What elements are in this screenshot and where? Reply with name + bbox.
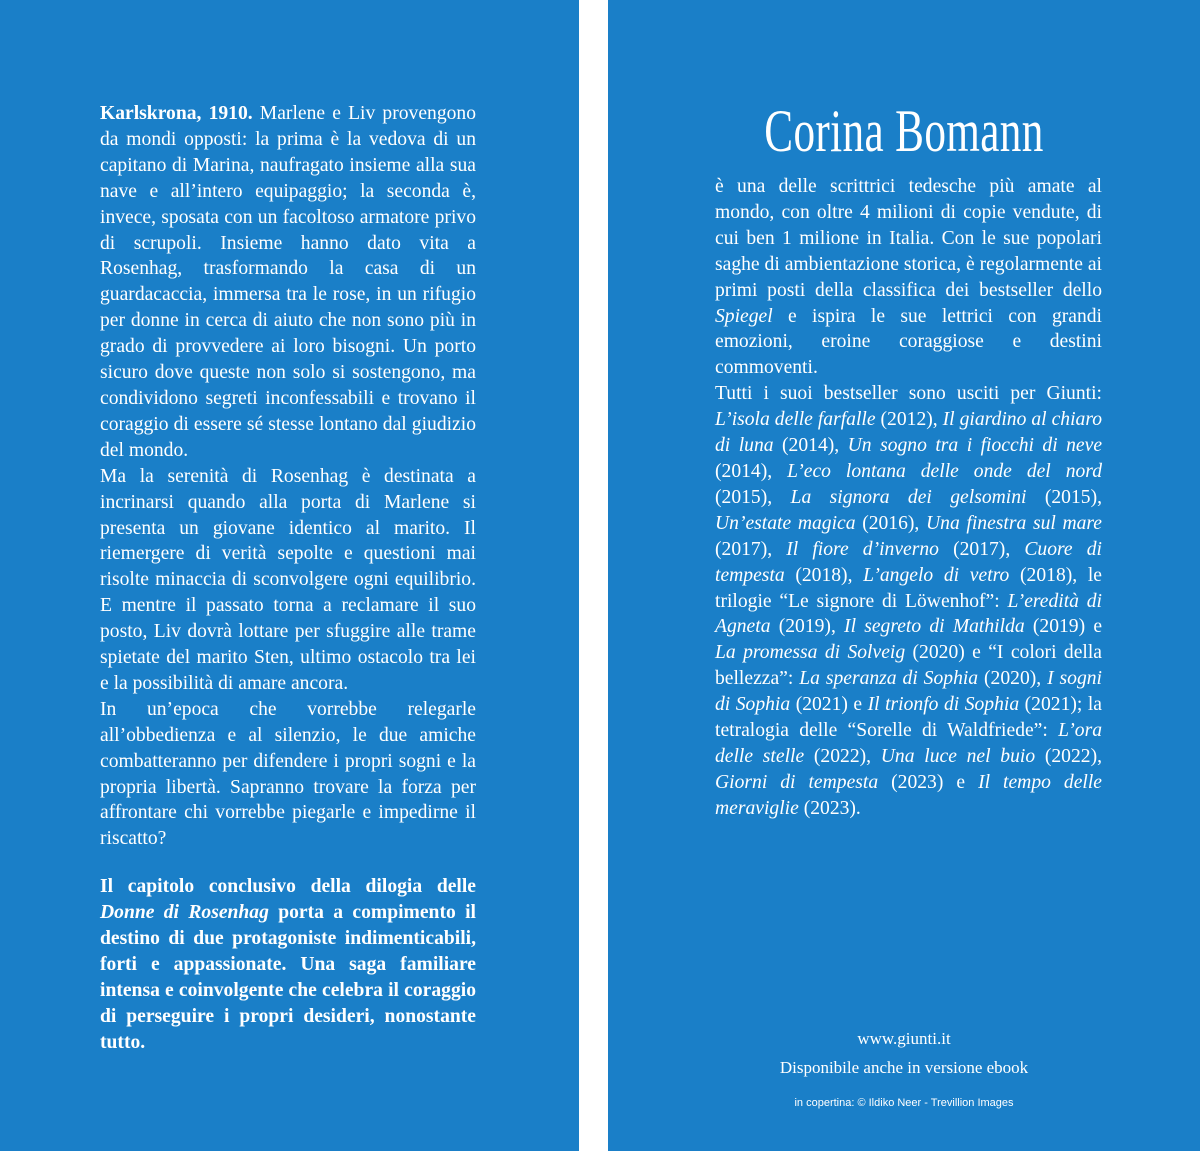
synopsis-paragraph-1 — [100, 101, 476, 464]
synopsis-paragraph-3: In un’epoca che vorrebbe relegarle all’obbedienza e al silenzio, le due amiche combatteranno per difendere i propri sogni e la propria libertà. Sapranno trovare la forza per affrontare chi vorrebbe piegarle e impedirne il riscatto? — [100, 698, 476, 850]
book-title: Spiegel — [715, 305, 773, 327]
synopsis-paragraph-2: Ma la serenità di Rosenhag è destinata a incrinarsi quando alla porta di Marlene si presenta un giovane identico al marito. Il riemergere di verità sepolte e questioni mai risolte minaccia di sconvolgere ogni equilibrio. E mentre il passato torna a reclamare il suo posto, Liv dovrà lottare per sfuggire alle trame spietate del marito Sten, ultimo ostacolo tra lei e la possibilità di amare ancora. — [100, 465, 476, 694]
book-title: L’eco lontana delle onde del nord — [787, 460, 1102, 482]
text-run: (2017), — [938, 538, 1025, 560]
text-run: (2014), — [715, 460, 788, 482]
book-title: L’isola delle farfalle — [715, 409, 876, 431]
book-title: L’eredità di Agneta — [715, 590, 1102, 638]
text-run: (2015), — [715, 486, 791, 508]
publisher-url: www.giunti.it — [857, 1029, 951, 1048]
book-title: L’ora delle stelle — [715, 720, 1102, 767]
blurb-text-b: porta a compimento il destino di due protagoniste indimenticabili, forti e appassionate. Una saga familiare intensa e coinvolgente che celebra il coraggio di perseguire i propri desideri, nonostante tutto. — [100, 902, 476, 1053]
book-title: I sogni di Sophia — [715, 668, 1102, 716]
text-run: (2022), — [1035, 745, 1102, 767]
text-run: (2022), — [804, 745, 881, 767]
text-run: (2016), — [855, 512, 926, 534]
synopsis — [100, 101, 476, 1056]
text-run: (2015), — [1026, 486, 1102, 508]
text-run: (2020), — [978, 668, 1048, 690]
text-run: (2017), — [715, 538, 787, 560]
author-bio — [715, 174, 1102, 822]
text-run: (2020) e “I colori della bellezza”: — [715, 642, 1102, 690]
book-title: Giorni di tempesta — [715, 771, 879, 793]
book-title: Un’estate magica — [715, 512, 856, 534]
text-run: (2019) e — [1024, 616, 1103, 638]
bio-paragraph — [715, 174, 1102, 381]
book-title: La speranza di Sophia — [799, 668, 979, 690]
book-title: La signora dei gelsomini — [790, 486, 1027, 508]
text-run: (2012), — [875, 409, 943, 431]
book-title: Il tempo delle meraviglie — [715, 771, 1102, 819]
flap-panel — [608, 0, 1200, 1151]
book-title: La promessa di Solveig — [715, 642, 906, 664]
text-run: (2023). — [798, 797, 861, 819]
text-run: (2023) e — [878, 771, 979, 793]
blurb-series-title: Donne di Rosenhag — [100, 902, 269, 924]
text-run: (2014), — [773, 435, 848, 457]
text-run: (2021) e — [790, 694, 868, 716]
place-date-lead: Karlskrona, 1910. — [100, 103, 253, 124]
book-title: L’angelo di vetro — [863, 564, 1010, 586]
text-run: (2018), — [784, 564, 864, 586]
text-run: (2019), — [770, 616, 845, 638]
text-run: e ispira le sue lettrici con grandi emozioni, eroine coraggiose e destini commoventi. — [715, 305, 1102, 379]
blurb-paragraph — [100, 874, 476, 1055]
text-run: (2018), le trilogie “Le signore di Löwenhof”: — [715, 564, 1102, 612]
book-title: Una luce nel buio — [880, 745, 1036, 767]
text-run: è una delle scrittrici tedesche più amate al mondo, con oltre 4 milioni di copie vendute, di cui ben 1 milione in Italia. Con le sue popolari saghe di ambientazione storica, è regolarmente ai primi posti della classifica dei bestseller dello — [715, 176, 1102, 301]
paragraph-1-body: Marlene e Liv provengono da mondi opposti: la prima è la vedova di un capitano di Marina, naufragato insieme alla sua nave e all’intero equipaggio; la seconda è, invece, sposata con un facoltoso armatore privo di scrupoli. Insieme hanno dato vita a Rosenhag, trasformando la casa di un guardacaccia, immersa tra le rose, in un rifugio per donne in cerca di aiuto che non sono più in grado di provvedere ai loro bisogni. Un porto sicuro dove queste non solo si sostengono, ma condividono segreti inconfessabili e trovano il coraggio di essere sé stesse lontano dal giudizio del mondo. — [100, 103, 477, 461]
book-title: Il trionfo di Sophia — [867, 694, 1020, 716]
book-title: Il giardino al chiaro di luna — [715, 409, 1103, 457]
book-title: Cuore di tempesta — [715, 538, 1102, 586]
text-run: (2021); la tetralogia delle “Sorelle di Waldfriede”: — [715, 694, 1102, 742]
works-paragraph — [715, 381, 1102, 821]
back-cover-panel — [0, 0, 579, 1151]
book-title: Un sogno tra i fiocchi di neve — [847, 435, 1103, 457]
book-title: Il segreto di Mathilda — [844, 616, 1025, 638]
book-title: Il fiore d’inverno — [786, 538, 939, 560]
text-run: Tutti i suoi bestseller sono usciti per Giunti: — [715, 383, 1102, 405]
book-title: Una finestra sul mare — [926, 512, 1103, 534]
blurb-text-a: Il capitolo conclusivo della dilogia delle — [100, 876, 476, 898]
author-name: Corina Bomann — [764, 98, 1044, 164]
ebook-note: Disponibile anche in versione ebook — [779, 1058, 1029, 1077]
cover-credit: in copertina: © Ildiko Neer - Trevillion Images — [794, 1097, 1014, 1109]
